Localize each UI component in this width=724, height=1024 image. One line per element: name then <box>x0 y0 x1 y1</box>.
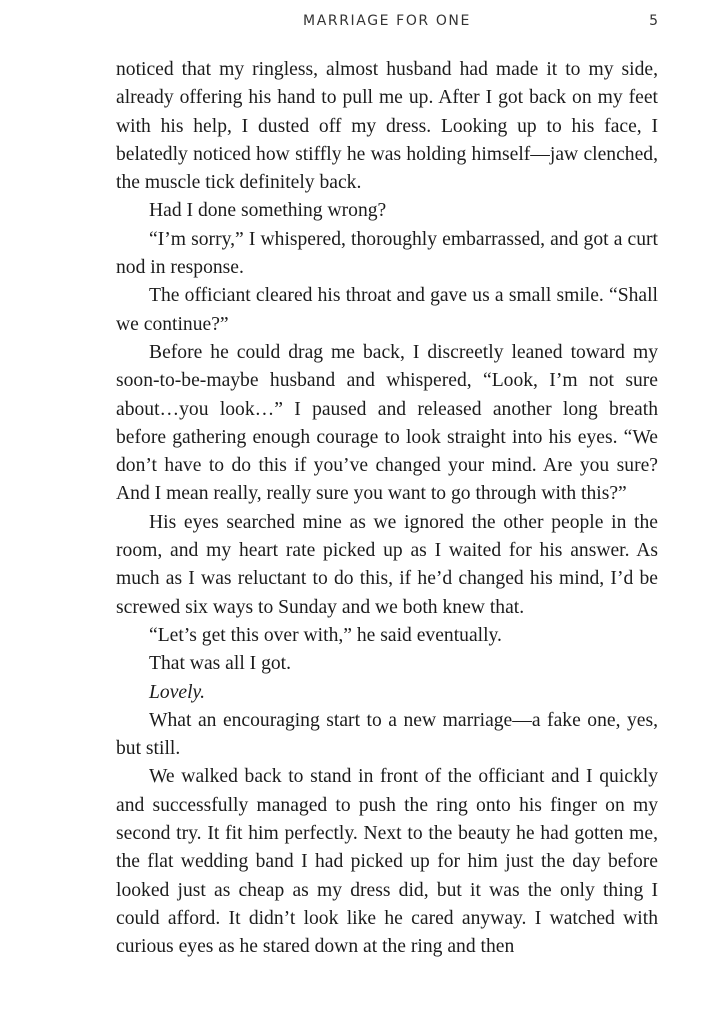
running-title: MARRIAGE FOR ONE <box>303 13 471 29</box>
paragraph: Had I done something wrong? <box>149 200 387 222</box>
paragraph: Before he could drag me back, I discreetly leaned toward my soon-to-be-maybe husband and whispered, “Look, I’m not sure about…you look…” I paused and released another long breath before gathering enough courage to look straight into his eyes. “We don’t have to do this if you’ve changed your mind. Are you sure? And I mean really, really sure you want to go through with this?” <box>116 341 658 505</box>
paragraph: “Let’s get this over with,” he said eventually. <box>149 624 502 646</box>
paragraph: We walked back to stand in front of the officiant and I quickly and successfully managed to push the ring onto his finger on my second try. It fit him perfectly. Next to the beauty he had gotten me, the flat wedding band I had picked up for him just the day before looked just as cheap as my dress did, but it was the only thing I could afford. It didn’t look like he cared anyway. I watched with curious eyes as he stared down at the ring and then <box>116 766 658 958</box>
paragraph: His eyes searched mine as we ignored the other people in the room, and my heart rate picked up as I waited for his answer. As much as I was reluctant to do this, if he’d changed his mind, I’d be screwed six ways to Sunday and we both knew that. <box>116 511 658 618</box>
page-number: 5 <box>649 13 658 29</box>
paragraph: What an encouraging start to a new marriage—a fake one, yes, but still. <box>116 709 658 760</box>
body-text <box>116 56 658 962</box>
paragraph: That was all I got. <box>149 653 292 675</box>
paragraph: “I’m sorry,” I whispered, thoroughly embarrassed, and got a curt nod in response. <box>116 228 658 279</box>
paragraph-italic <box>116 679 658 707</box>
paragraph: The officiant cleared his throat and gave us a small smile. “Shall we continue?” <box>116 285 658 335</box>
running-header <box>0 13 724 33</box>
italic-word: Lovely. <box>149 681 206 703</box>
paragraph: noticed that my ringless, almost husband had made it to my side, already offering his hand to pull me up. After I got back on my feet with his help, I dusted off my dress. Looking up to his face, I belatedly noticed how stiffly he was holding himself—jaw clenched, the muscle tick definitely back. <box>116 59 658 194</box>
